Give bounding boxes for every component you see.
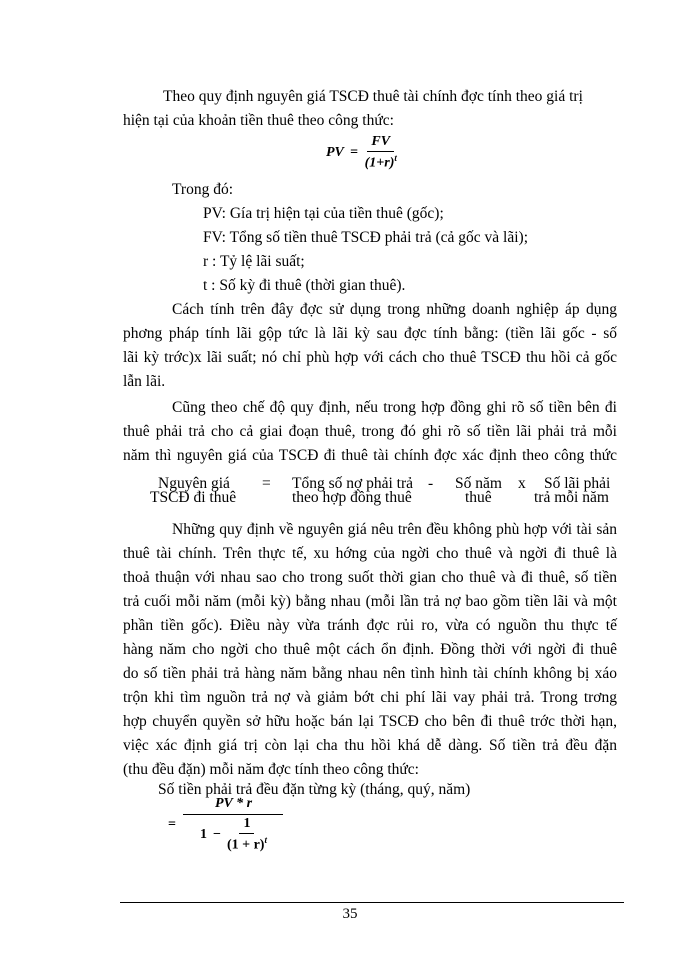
formula-pv-exponent: t	[394, 153, 397, 163]
formula-annuity-exponent: t	[264, 835, 267, 845]
formula-annuity-denominator	[200, 815, 267, 854]
p5-line1: Số tiền phải trả đều đặn từng kỳ (tháng, quý, năm)	[158, 781, 471, 798]
p4-line10: việc xác định giá trị còn lại cha thu hồi khá dễ dàng. Số tiền trả đều đặn	[123, 737, 617, 754]
formula-pv-lhs: PV	[326, 145, 344, 161]
table-c4-top: Số lãi phải	[544, 475, 611, 492]
trong-do: Trong đó:	[172, 181, 234, 198]
p4-line9: hợp chuyển quyền sở hữu hoặc bán lại TSCĐ cho bên đi thuê trớc thời hạn,	[123, 713, 617, 730]
p4-line1: Những quy định về nguyên giá nêu trên đều không phù hợp với tài sản	[172, 521, 617, 538]
table-c2-top: Tổng số nợ phải trả	[292, 475, 413, 492]
table-c3-top: Số năm	[455, 475, 502, 492]
formula-pv-numerator: FV	[367, 134, 394, 152]
formula-annuity-fraction	[183, 796, 283, 854]
formula-annuity-numerator	[183, 796, 283, 815]
table-op-equals: =	[262, 475, 271, 492]
formula-annuity	[168, 796, 283, 854]
p3-line1: Cũng theo chế độ quy định, nếu trong hợp đồng ghi rõ số tiền bên đi	[172, 399, 617, 416]
table-c3-bottom: thuê	[465, 489, 492, 506]
formula-pv-fraction	[365, 134, 397, 172]
p2-line3: lãi kỳ trớc)x lãi suất; nó chỉ phù hợp với cách cho thuê TSCĐ thu hồi cả gốc	[123, 349, 617, 366]
p2-line4: lẫn lãi.	[123, 373, 166, 390]
formula-annuity-inner-fraction	[227, 816, 267, 854]
page-number: 35	[342, 906, 358, 922]
def-r: r : Tỷ lệ lãi suất;	[203, 253, 305, 270]
formula-pv-denominator	[365, 152, 397, 172]
p1-line2: hiện tại của khoản tiền thuê theo công thức:	[123, 112, 394, 129]
table-c1-top: Nguyên giá	[158, 475, 230, 492]
def-fv: FV: Tổng số tiền thuê TSCĐ phải trả (cả gốc và lãi);	[203, 229, 529, 246]
table-c1-bottom: TSCĐ đi thuê	[150, 489, 237, 506]
footer-divider	[120, 902, 624, 903]
p4-line4: trả cuối mỗi năm (mỗi kỳ) bằng nhau (mỗi lần trả nợ bao gồm tiền lãi và một	[123, 593, 617, 610]
table-c4-bottom: trả mỗi năm	[534, 489, 609, 506]
p2-line1: Cách tính trên đây đợc sử dụng trong những doanh nghiệp áp dụng	[172, 301, 617, 318]
table-op-minus: -	[428, 475, 434, 492]
def-t: t : Số kỳ đi thuê (thời gian thuê).	[203, 277, 406, 294]
p4-line2: thuê tài chính. Trên thực tế, xu hớng của ngời cho thuê và ngời đi thuê là	[123, 545, 617, 562]
table-c2-bottom: theo hợp đồng thuê	[292, 489, 412, 506]
formula-pv	[326, 134, 397, 172]
table-op-times: x	[518, 475, 526, 492]
p4-line5: phần tiền gốc). Điều này vừa tránh đợc rủi ro, vừa có nguồn thu thực tế	[123, 617, 617, 634]
p4-line3: thoả thuận với nhau sao cho trong suốt thời gian cho thuê và đi thuê, số tiền	[123, 569, 617, 586]
formula-annuity-inner-den-base: (1 + r)	[226, 837, 265, 853]
p3-line3: năm thì nguyên giá của TSCĐ đi thuê tài chính đợc xác định theo công thức	[123, 447, 617, 464]
def-pv: PV: Gía trị hiện tại của tiền thuê (gốc);	[203, 205, 444, 222]
formula-annuity-minus: −	[212, 826, 221, 842]
p2-line2: phơng pháp tính lãi gộp tức là lãi kỳ sau đợc tính bằng: (tiền lãi gốc - số	[123, 325, 617, 342]
p1-line1: Theo quy định nguyên giá TSCĐ thuê tài chính đợc tính theo giá trị	[163, 88, 583, 105]
formula-pv-eq: =	[350, 145, 359, 161]
p4-line6: hàng năm cho ngời cho thuê một cách ổn định. Đồng thời với ngời đi thuê	[123, 641, 617, 658]
formula-annuity-one: 1	[199, 826, 207, 842]
formula-pv-den-base: (1+r)	[364, 155, 395, 171]
formula-annuity-inner-numerator: 1	[239, 816, 254, 834]
formula-annuity-num-text: PV * r	[214, 796, 253, 811]
formula-annuity-inner-denominator	[227, 834, 267, 854]
p3-line2: thuê phải trả cho cả giai đoạn thuê, trong đó ghi rõ số tiền lãi phải trả mỗi	[123, 423, 617, 440]
formula-annuity-eq: =	[168, 816, 176, 832]
p4-line7: do số tiền phải trả hàng năm bằng nhau nên tình hình tài chính không bị xáo	[123, 665, 617, 682]
p4-line8: trộn khi tìm nguồn trả nợ và giảm bớt chi phí lãi vay phải trả. Trong trơng	[123, 689, 617, 706]
p4-line11: (thu đều đặn) mỗi năm đợc tính theo công thức:	[123, 761, 419, 778]
